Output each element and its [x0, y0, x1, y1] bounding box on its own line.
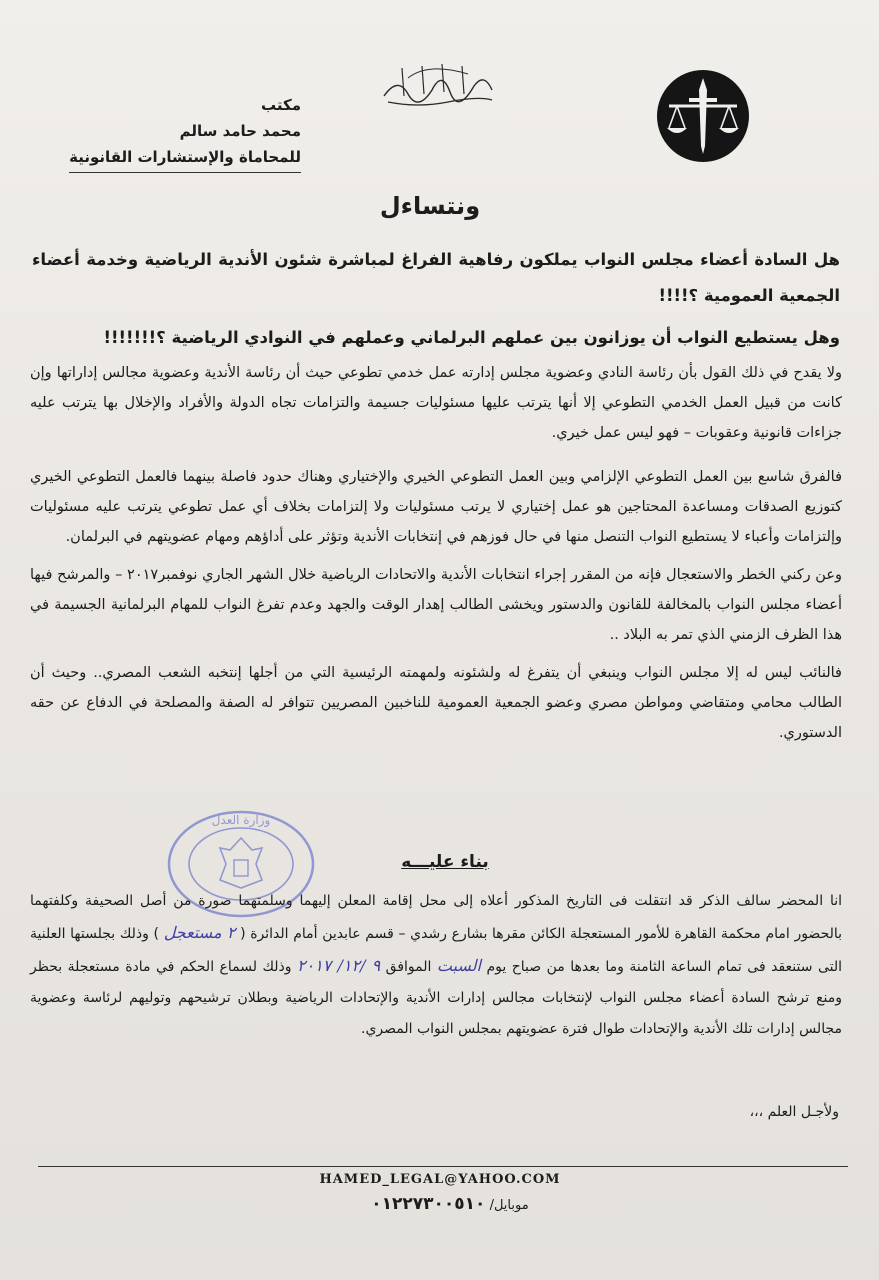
paragraph: فالنائب ليس له إلا مجلس النواب وينبغي أن يتفرغ له ولشئونه ولمهمته الرئيسية التي من أجلها إنتخبه الشعب المصري.. وحيث أن الطالب محامي ومتقاضي ومواطن مصري وعضو الجمعية العمومية للناخبين المصريين تتوافر له الصفة والمصلحة في الدفاع عن حقه الدستوري. — [30, 665, 842, 741]
paragraph: وعن ركني الخطر والاستعجال فإنه من المقرر إجراء انتخابات الأندية والاتحادات الرياضية خلال الشهر الجاري نوفمبر٢٠١٧ – والمرشح فيها أعضاء مجلس النواب بالمخالفة للقانون والدستور ويخشى الطالب إهدار الوقت والجهد وعدم تفرغ النواب للمهام البرلمانية الجسيمة في هذا الظرف الزمني الذي تمر به البلاد .. — [30, 567, 842, 643]
footer-divider — [38, 1166, 848, 1167]
stamp-text: وزارة العدل — [211, 813, 271, 827]
service-line-3: وذلك لسماع الحكم في مادة مستعجلة بحظر ومنع ترشح السادة أعضاء مجلس النواب لإنتخابات مجالس إدارات الأندية والإتحادات الرياضية وبطلان ترشيحهم وتوليهم لرئاسة وعضوية مجالس إدارات تلك الأندية والإتحادات طوال فترة عضويتهم بمجلس النواب المصري. — [30, 959, 842, 1037]
paragraph: فالفرق شاسع بين العمل التطوعي الإلزامي وبين العمل التطوعي الخيري والإختياري وهناك حدود فاصلة بينهما فالعمل التطوعي الخيري كتوزيع الصدقات ومساعدة المحتاجين هو عمل إختياري لا يرتب مسئوليات ولا إلتزامات بخلاف أي عمل تطوعي يترتب عليه مسئوليات وإلتزامات وأعباء لا يستطيع النواب التنصل منها في حال فوزهم في إنتخابات الأندية وتؤثر على أداؤهم ومهام عضويتهم في البرلمان. — [30, 469, 842, 545]
closing-text: ولأجـل العلم ،،، — [749, 1104, 839, 1120]
office-header — [1, 92, 301, 173]
document-title: ونتساءل — [379, 192, 481, 220]
handwritten-day: السبت — [436, 956, 481, 975]
date-prefix: الموافق — [385, 959, 432, 975]
service-line-1: انا المحضر سالف الذكر قد انتقلت فى التاريخ المذكور أعلاه إلى محل إقامة المعلن إليهما وسلمتهما صورة من أصل الصحيفة وكلفتهما بالحضور امام محكمة القاهرة للأمور المستعجلة الكائن مقرها بشارع رشدي – قسم عابدين أمام — [30, 893, 843, 942]
service-notice — [30, 886, 842, 1045]
basmala-calligraphy — [378, 56, 498, 112]
scales-of-justice-logo — [655, 68, 751, 164]
basmala-calligraphy-drawing — [378, 56, 498, 112]
office-specialty: للمحاماة والإستشارات القانونية — [69, 144, 301, 173]
question-2: وهل يستطيع النواب أن يوزانون بين عملهم البرلماني وعملهم في النوادي الرياضية ؟!!!!!!! — [103, 328, 840, 347]
mobile-number: ٠١٢٢٧٣٠٠٥١٠ — [371, 1194, 486, 1214]
office-line-1: مكتب — [260, 96, 301, 114]
handwritten-date: ٩ /١٢/ ٢٠١٧ — [297, 956, 381, 975]
section-title: بناء عليـــه — [401, 852, 489, 872]
footer-email: HAMED_LEGAL@YAHOO.COM — [319, 1172, 561, 1187]
circuit-prefix: الدائرة ( — [240, 926, 289, 942]
handwritten-circuit: ٢ مستعجل — [163, 923, 236, 942]
mobile-label: موبايل/ — [489, 1198, 529, 1213]
office-lawyer-name: محمد حامد سالم — [179, 122, 301, 140]
question-1: هل السادة أعضاء مجلس النواب يملكون رفاهية الفراغ لمباشرة شئون الأندية الرياضية وخدمة أعضاء الجمعية العمومية ؟!!!! — [32, 250, 840, 305]
paragraph: ولا يقدح في ذلك القول بأن رئاسة النادي وعضوية مجلس إدارته عمل خدمي تطوعي حيث أن رئاسة الأندية وعضوية مجالس إداراتها وإن كانت من قبيل العمل الخدمي التطوعي إلا أنها يترتب عليها مسئوليات جسيمة والتزامات تجاه الدولة والأفراد والإخلال بها يترتب عليه جزاءات قانونية وعقوبات – فهو ليس عمل خيري. — [30, 365, 842, 441]
circuit-suffix: ) وذلك بجلستها العلنية التى ستنعقد فى تمام الساعة الثامنة وما بعدها من صباح يوم — [30, 926, 843, 975]
body-text — [30, 358, 842, 748]
footer-mobile — [300, 1194, 600, 1214]
